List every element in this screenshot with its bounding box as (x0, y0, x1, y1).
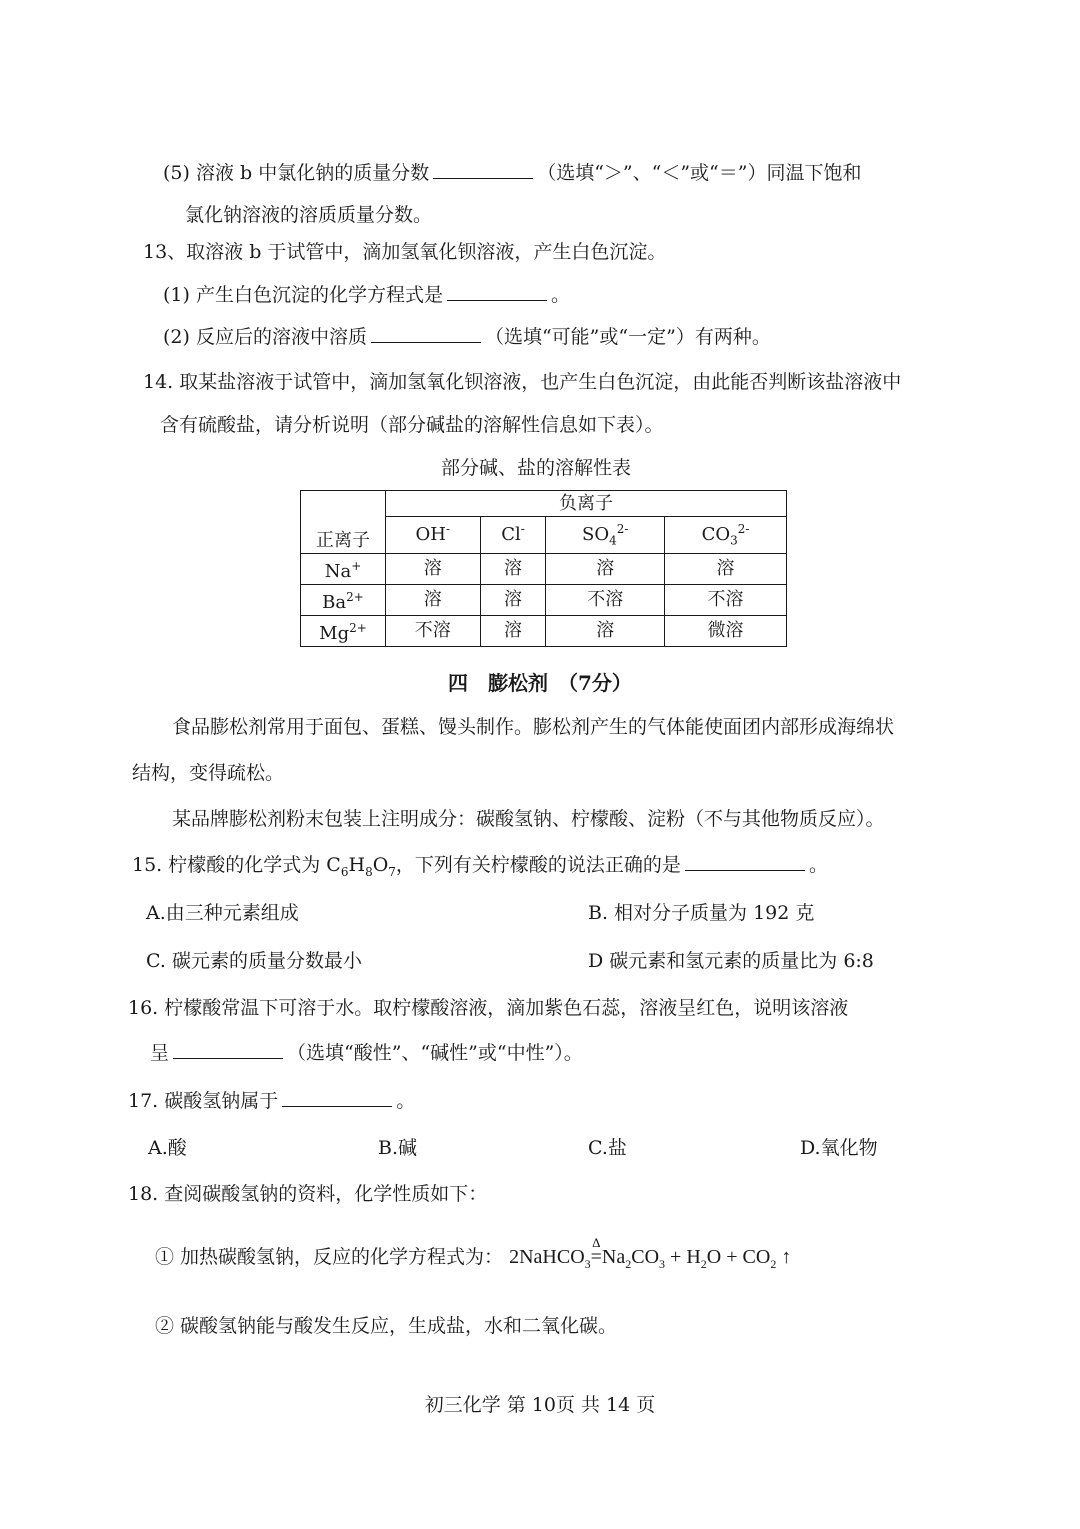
answer-blank[interactable] (173, 1040, 283, 1059)
table-row (301, 615, 787, 646)
q12-part5-cont (185, 202, 432, 228)
q17-option-c[interactable]: C.盐 (588, 1137, 627, 1159)
answer-blank[interactable] (685, 852, 805, 871)
solubility-table (300, 490, 787, 647)
table-cell: 溶 (665, 553, 787, 584)
q12-part5 (163, 160, 861, 186)
q18-item1 (155, 1235, 792, 1277)
q14-line1: 14. 取某盐溶液于试管中，滴加氢氧化钡溶液，也产生白色沉淀，由此能否判断该盐溶液中 (143, 371, 902, 393)
q13-part2-text-b: （选填“可能”或“一定”）有两种。 (484, 326, 771, 348)
q17-stem: 17. 碳酸氢钠属于 。 (128, 1090, 416, 1112)
q13-stem: 13、取溶液 b 于试管中，滴加氢氧化钡溶液，产生白色沉淀。 (143, 241, 667, 263)
table-cell: 溶 (386, 584, 481, 615)
answer-blank[interactable] (433, 160, 533, 179)
q15-option-c[interactable]: C. 碳元素的质量分数最小 (146, 950, 362, 972)
q13-part1-text: (1) 产生白色沉淀的化学方程式是 (163, 284, 443, 306)
table-caption: 部分碱、盐的溶解性表 (441, 457, 632, 479)
chemical-equation: 2NaHCO$_3$ Δ $=Na_2CO_3 + H_2O + CO_2$ ↑ (509, 1246, 791, 1268)
delta-condition: Δ (592, 1235, 601, 1250)
q15-option-a[interactable]: A.由三种元素组成 (146, 902, 299, 924)
anion-cell: $SO_4^{2-}$ (546, 517, 665, 554)
q17-option-a[interactable]: A.酸 (148, 1137, 187, 1159)
q13-part1 (163, 282, 570, 308)
table-cell: 不溶 (665, 584, 787, 615)
q13-part2 (163, 324, 771, 350)
table-cell: 不溶 (546, 584, 665, 615)
q14-line2: 含有硫酸盐，请分析说明（部分碱盐的溶解性信息如下表）。 (160, 414, 664, 436)
q18-stem: 18. 查阅碳酸氢钠的资料，化学性质如下： (128, 1183, 488, 1205)
section-intro-2: 结构，变得疏松。 (132, 762, 285, 784)
q18-item1-text: ① 加热碳酸氢钠，反应的化学方程式为： (155, 1246, 504, 1268)
table-cell: 溶 (386, 553, 481, 584)
table-row (301, 584, 787, 615)
anion-cell: Cl- (480, 517, 546, 554)
anion-header: 负离子 (386, 491, 787, 517)
q15-stem-a: 15. 柠檬酸的化学式为 C (132, 854, 341, 876)
table-cell: 不溶 (386, 615, 481, 646)
q16-line2 (150, 1040, 583, 1066)
q13-part1-end: 。 (550, 284, 570, 306)
table-cell: 微溶 (665, 615, 787, 646)
q16-line2-b: （选填“酸性”、“碱性”或“中性”）。 (287, 1042, 583, 1064)
answer-blank[interactable] (282, 1088, 392, 1107)
page-footer: 初三化学 第 10页 共 14 页 (424, 1394, 656, 1416)
cation-cell: $Mg^{2+}$ (301, 615, 386, 646)
table-row (301, 553, 787, 584)
q15-option-b[interactable]: B. 相对分子质量为 192 克 (588, 902, 815, 924)
cation-header: 正离子 (301, 491, 386, 554)
anion-cell: $CO_3^{2-}$ (665, 517, 787, 554)
answer-blank[interactable] (447, 282, 547, 301)
q12-part5-text-b: （选填“＞”、“＜”或“＝”）同温下饱和 (537, 162, 862, 184)
table-cell: 溶 (480, 615, 546, 646)
table-cell: 溶 (480, 553, 546, 584)
cation-cell: $Ba^{2+}$ (301, 584, 386, 615)
table-cell: 溶 (546, 615, 665, 646)
cation-cell: Na+ (301, 553, 386, 584)
anion-cell: OH- (386, 517, 481, 554)
q18-item2: ② 碳酸氢钠能与酸发生反应，生成盐，水和二氧化碳。 (155, 1315, 618, 1337)
section-intro-3: 某品牌膨松剂粉末包装上注明成分：碳酸氢钠、柠檬酸、淀粉（不与其他物质反应）。 (172, 808, 885, 830)
table-cell: 溶 (546, 553, 665, 584)
table-cell: 溶 (480, 584, 546, 615)
q12-part5-text-a: (5) 溶液 b 中氯化钠的质量分数 (163, 162, 430, 184)
q12-part5-text-c: 氯化钠溶液的溶质质量分数。 (185, 204, 433, 226)
q17-stem-a: 17. 碳酸氢钠属于 (128, 1090, 279, 1112)
q17-option-d[interactable]: D.氧化物 (800, 1137, 878, 1159)
section-title: 四 膨松剂 （7分） (448, 671, 632, 695)
q16-line2-a: 呈 (150, 1042, 170, 1064)
q15-option-d[interactable]: D 碳元素和氢元素的质量比为 6:8 (588, 950, 874, 972)
q15-stem-b: ，下列有关柠檬酸的说法正确的是 (395, 854, 681, 876)
q15-stem: 15. 柠檬酸的化学式为 $C_6H_8O_7$，下列有关柠檬酸的说法正确的是 。 (132, 854, 828, 879)
q13-part2-text-a: (2) 反应后的溶液中溶质 (163, 326, 367, 348)
q16-line1: 16. 柠檬酸常温下可溶于水。取柠檬酸溶液，滴加紫色石蕊，溶液呈红色，说明该溶液 (128, 997, 849, 1019)
section-intro-1: 食品膨松剂常用于面包、蛋糕、馒头制作。膨松剂产生的气体能使面团内部形成海绵状 (172, 716, 895, 738)
q17-option-b[interactable]: B.碱 (378, 1137, 418, 1159)
answer-blank[interactable] (371, 324, 481, 343)
